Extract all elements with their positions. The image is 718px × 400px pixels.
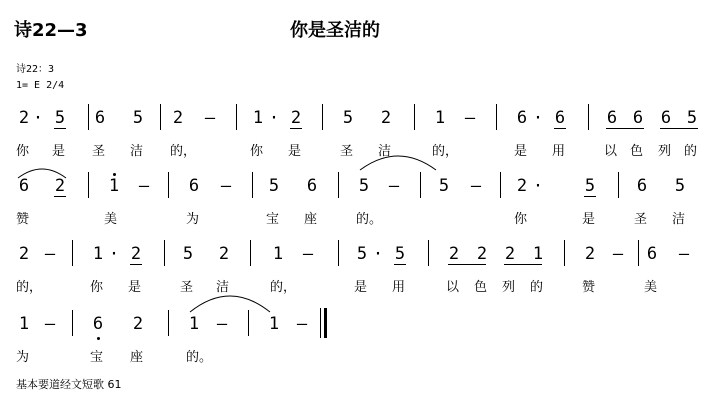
note: 6 (606, 108, 618, 128)
lyric: 赞 (16, 212, 30, 227)
lyric: 洁 (216, 280, 230, 295)
dash: – (138, 176, 150, 196)
lyric: 色 (474, 280, 488, 295)
note: 5 (182, 244, 194, 264)
lyric: 你 (250, 144, 264, 159)
lyric: 以 (604, 144, 618, 159)
dash: – (44, 244, 56, 264)
lyric: 洁 (378, 144, 392, 159)
dash: – (296, 314, 308, 334)
hymn-number: 诗22—3 (14, 20, 88, 41)
lyric: 圣 (92, 144, 106, 159)
note: 5 (342, 108, 354, 128)
note: 2 (18, 244, 30, 264)
note: 1 (18, 314, 30, 334)
dash: – (612, 244, 624, 264)
dash: – (302, 244, 314, 264)
dash: – (678, 244, 690, 264)
slur (188, 290, 272, 314)
lyric: 你 (16, 144, 30, 159)
note: 2 (18, 108, 30, 128)
note: 2 (476, 244, 488, 264)
note: 6 (94, 108, 106, 128)
lyric: 为 (186, 212, 200, 227)
lyric: 圣 (634, 212, 648, 227)
lyric: 为 (16, 350, 30, 365)
note: 5 (674, 176, 686, 196)
lyric: 洁 (672, 212, 686, 227)
note: 2 (380, 108, 392, 128)
lyric: 是 (52, 144, 66, 159)
dot: · (532, 108, 544, 128)
dash: – (216, 314, 228, 334)
dash: – (464, 108, 476, 128)
lyric: 宝 (266, 212, 280, 227)
note: 2 (172, 108, 184, 128)
note: 5 (358, 176, 370, 196)
lyric: 列 (502, 280, 516, 295)
note: 5 (132, 108, 144, 128)
note: 5 (438, 176, 450, 196)
lyric: 用 (552, 144, 566, 159)
dot: · (32, 108, 44, 128)
note: 5 (268, 176, 280, 196)
note: 5 (686, 108, 698, 128)
lyric: 用 (392, 280, 406, 295)
lyric: 是 (354, 280, 368, 295)
note: 6 (554, 108, 566, 128)
lyric: 的， (270, 280, 297, 295)
source-footer: 基本要道经文短歌 61 (16, 378, 122, 391)
note: 6 (636, 176, 648, 196)
dash: – (388, 176, 400, 196)
note: 2 (516, 176, 528, 196)
lyric: 是 (514, 144, 528, 159)
note: 2 (218, 244, 230, 264)
lyric: 的 (684, 144, 698, 159)
note: 5 (54, 108, 66, 128)
note: 6 (660, 108, 672, 128)
note: 6 (632, 108, 644, 128)
note: 2 (504, 244, 516, 264)
lyric: 赞 (582, 280, 596, 295)
note: 1 (434, 108, 446, 128)
dot: · (372, 244, 384, 264)
note: 2 (54, 176, 66, 196)
lyric: 美 (104, 212, 118, 227)
lyric: 的， (170, 144, 197, 159)
lyric: 圣 (340, 144, 354, 159)
lyric: 你 (514, 212, 528, 227)
lyric: 的， (432, 144, 459, 159)
lyric: 你 (90, 280, 104, 295)
note: 2 (130, 244, 142, 264)
lyric: 色 (630, 144, 644, 159)
dash: – (470, 176, 482, 196)
lyric: 座 (130, 350, 144, 365)
note: 1 (108, 176, 120, 196)
hymn-title: 你是圣洁的 (290, 20, 380, 41)
lyric: 的。 (186, 350, 213, 365)
slur (358, 150, 438, 172)
note: 6 (306, 176, 318, 196)
lyric: 宝 (90, 350, 104, 365)
lyric: 列 (658, 144, 672, 159)
note: 2 (584, 244, 596, 264)
lyric: 的， (16, 280, 43, 295)
note: 6 (188, 176, 200, 196)
lyric: 圣 (180, 280, 194, 295)
dash: – (44, 314, 56, 334)
key-signature: 1= E 2/4 (16, 80, 65, 91)
note: 1 (92, 244, 104, 264)
lyric: 是 (288, 144, 302, 159)
note: 5 (394, 244, 406, 264)
note: 6 (516, 108, 528, 128)
lyric: 座 (304, 212, 318, 227)
note: 2 (448, 244, 460, 264)
lyric: 的。 (356, 212, 383, 227)
dot: · (532, 176, 544, 196)
hymn-code: 诗22：3 (16, 64, 55, 75)
note: 1 (268, 314, 280, 334)
note: 2 (132, 314, 144, 334)
note: 1 (188, 314, 200, 334)
dot: · (268, 108, 280, 128)
note: 6 (92, 314, 104, 334)
note: 1 (532, 244, 544, 264)
lyric: 是 (582, 212, 596, 227)
note: 1 (272, 244, 284, 264)
lyric: 洁 (130, 144, 144, 159)
note: 6 (18, 176, 30, 196)
note: 5 (584, 176, 596, 196)
note: 1 (252, 108, 264, 128)
note: 5 (356, 244, 368, 264)
lyric: 以 (446, 280, 460, 295)
lyric: 是 (128, 280, 142, 295)
lyric: 美 (644, 280, 658, 295)
dot: · (108, 244, 120, 264)
lyric: 的 (530, 280, 544, 295)
dash: – (204, 108, 216, 128)
note: 6 (646, 244, 658, 264)
dash: – (220, 176, 232, 196)
note: 2 (290, 108, 302, 128)
